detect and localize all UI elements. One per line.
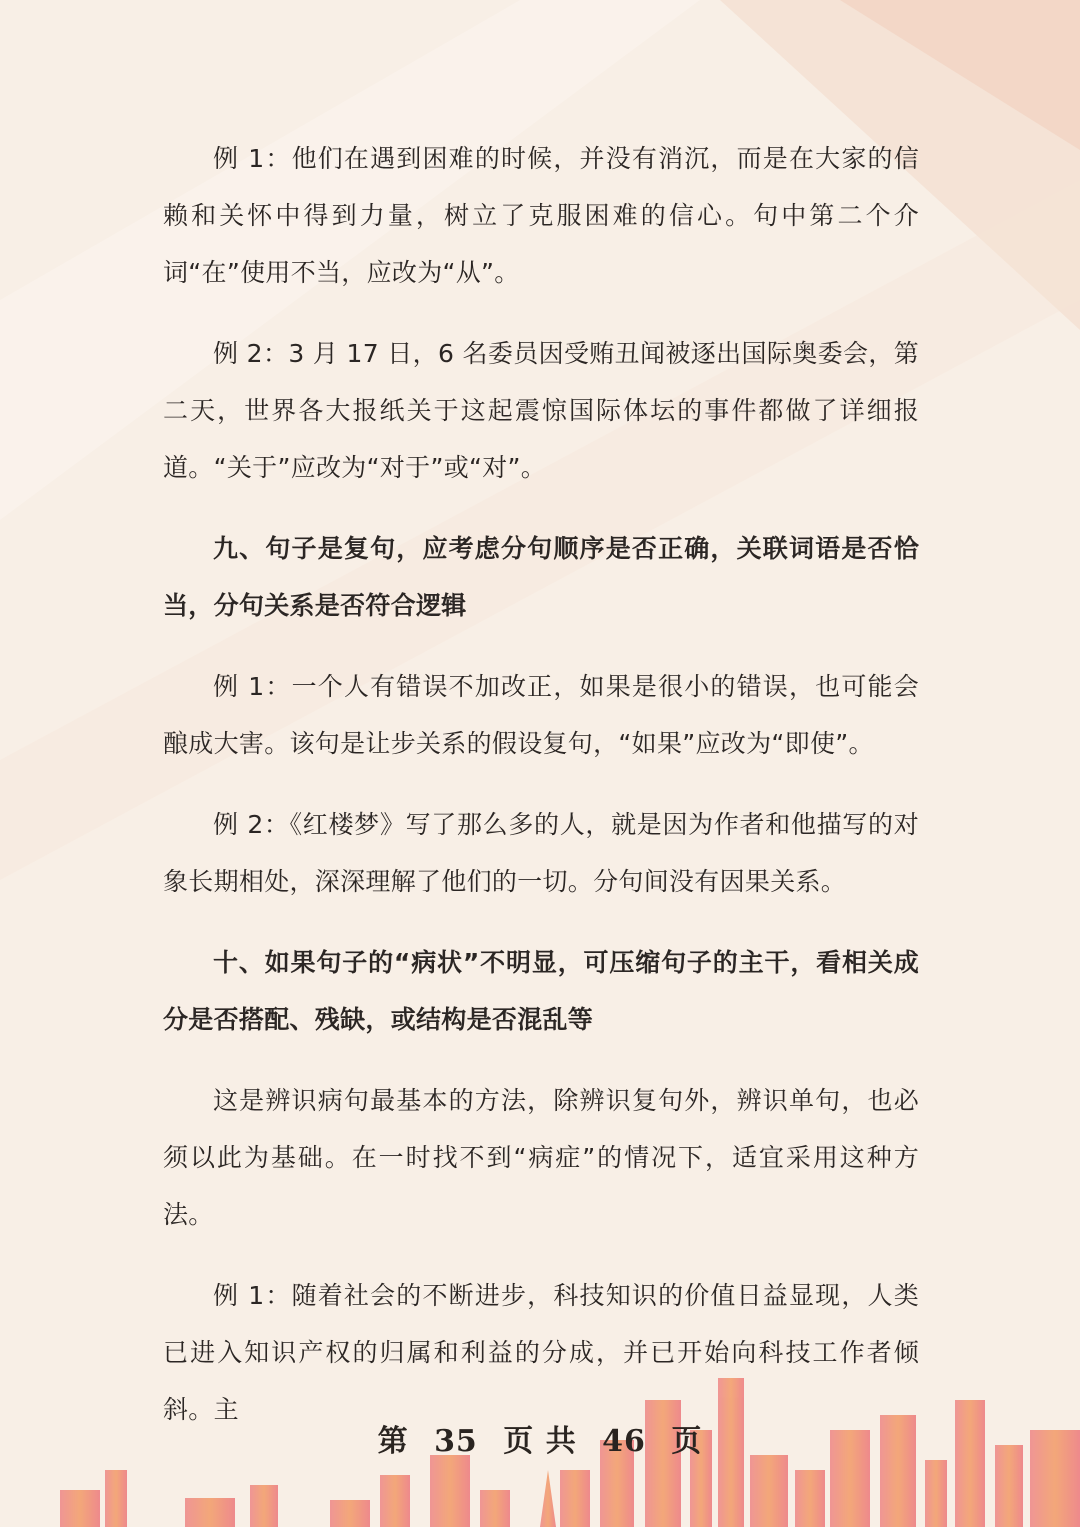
paragraph-example-2-complex-sentence: 例 2：《红楼梦》写了那么多的人，就是因为作者和他描写的对象长期相处，深深理解了他们的一切。分句间没有因果关系。 <box>163 810 919 896</box>
document-body <box>163 130 919 1438</box>
section-heading-nine: 九、句子是复句，应考虑分句顺序是否正确，关联词语是否恰当，分句关系是否符合逻辑 <box>163 534 919 620</box>
footer-suffix: 页 <box>671 1424 703 1459</box>
total-page-number: 46 <box>602 1424 646 1459</box>
footer-prefix: 第 <box>377 1424 409 1459</box>
paragraph-example-2-prepositions: 例 2：3 月 17 日，6 名委员因受贿丑闻被逐出国际奥委会，第二天，世界各大报纸关于这起震惊国际体坛的事件都做了详细报道。“关于”应改为“对于”或“对”。 <box>163 339 919 482</box>
paragraph-method-description: 这是辨识病句最基本的方法，除辨识复句外，辨识单句，也必须以此为基础。在一时找不到“病症”的情况下，适宜采用这种方法。 <box>163 1086 919 1229</box>
footer-mid: 页 共 <box>503 1424 577 1459</box>
section-heading-ten: 十、如果句子的“病状”不明显，可压缩句子的主干，看相关成分是否搭配、残缺，或结构是否混乱等 <box>163 948 919 1034</box>
paragraph-example-1-prepositions: 例 1：他们在遇到困难的时候，并没有消沉，而是在大家的信赖和关怀中得到力量，树立了克服困难的信心。句中第二个介词“在”使用不当，应改为“从”。 <box>163 144 919 287</box>
paragraph-example-1-main-clause: 例 1：随着社会的不断进步，科技知识的价值日益显现，人类已进入知识产权的归属和利益的分成，并已开始向科技工作者倾斜。主 <box>163 1281 919 1424</box>
current-page-number: 35 <box>434 1424 478 1459</box>
page-number-footer <box>0 1416 1080 1460</box>
paragraph-example-1-complex-sentence: 例 1：一个人有错误不加改正，如果是很小的错误，也可能会酿成大害。该句是让步关系的假设复句，“如果”应改为“即使”。 <box>163 672 919 758</box>
